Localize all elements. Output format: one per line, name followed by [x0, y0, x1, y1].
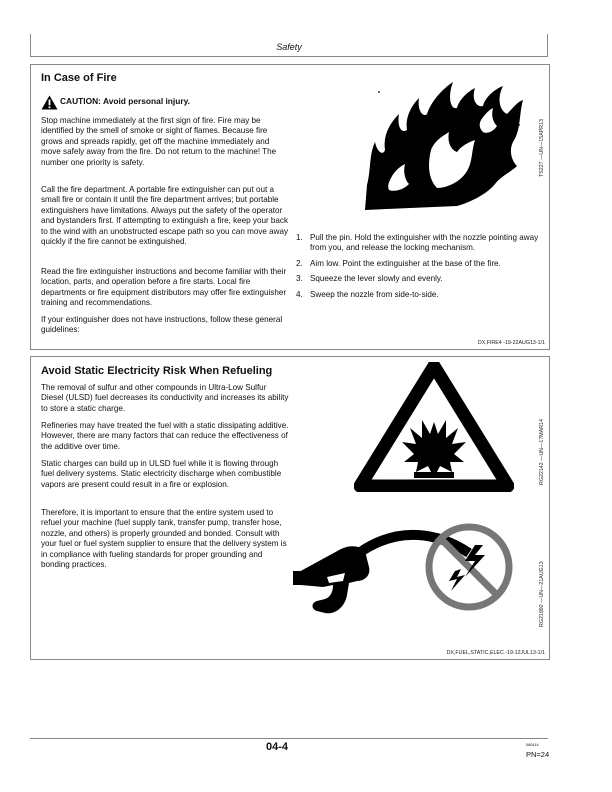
fire-paragraph-1: Stop machine immediately at the first sign of fire. Fire may be identified by the smell of smoke or sight of flames. Because fire grows and spreads rapidly, get off the machine immediately and move safely away from the fire. Do not return to the machine! The number one priority is safety.: [41, 116, 277, 167]
static-section-title: Avoid Static Electricity Risk When Refueling: [41, 365, 273, 377]
fire-paragraph-3: Read the fire extinguisher instructions and become familiar with their location, parts, and operation before a fire starts. Local fire departments or fire equipment distributors may offer fire extinguisher training and recommendations.: [41, 267, 287, 308]
footer-small-code: 060414: [526, 743, 539, 747]
extinguisher-steps: [296, 233, 542, 305]
page-header-title: Safety: [276, 42, 302, 52]
step-text: Pull the pin. Hold the extinguisher with the nozzle pointing away from you, and release the locking mechanism.: [310, 233, 539, 253]
step-number: 1.: [296, 233, 303, 242]
fuel-nozzle-no-static-icon: [289, 515, 529, 625]
page-number: 04-4: [266, 741, 289, 753]
fire-paragraph-4: If your extinguisher does not have instructions, follow these general guidelines:: [41, 315, 283, 335]
step-text: Aim low. Point the extinguisher at the base of the fire.: [310, 258, 501, 268]
caution-text: CAUTION: Avoid personal injury.: [60, 96, 190, 106]
static-paragraph-2: Refineries may have treated the fuel with a static dissipating additive. However, there are many factors that can reduce the effectiveness of the additive over time.: [41, 421, 289, 451]
fire-illustration: [361, 80, 531, 215]
caution-line: [41, 94, 281, 110]
static-paragraph-3: Static charges can build up in ULSD fuel while it is flowing through fuel delivery systems. Static electricity discharge when combustible vapors are present could result in a fire or explosion.: [41, 459, 282, 489]
step-number: 2.: [296, 258, 303, 268]
static-paragraph-1: The removal of sulfur and other compounds in Ultra-Low Sulfur Diesel (ULSD) fuel decreases its conductivity and increases its ability to store a static charge.: [41, 383, 289, 413]
explosion-image-code: RG22142 —UN—17MAR14: [539, 419, 545, 485]
fire-paragraph-2: Call the fire department. A portable fire extinguisher can put out a small fire or contain it until the fire department arrives; but portable extinguishers have limitations. Always put the safety of the operator and bystanders first. If attempting to extinguish a fire, keep your back to the wind with an unobstructed escape path so you can move away quickly if the fire cannot be extinguished.: [41, 185, 289, 247]
step-item: [296, 274, 542, 284]
step-number: 4.: [296, 289, 303, 299]
step-number: 3.: [296, 274, 303, 284]
fire-section: [30, 64, 550, 350]
step-item: [296, 233, 542, 254]
footer-pn: PN=24: [526, 750, 550, 759]
fire-ref-code: DX,FIRE4 -19-22AUG13-1/1: [477, 340, 545, 346]
footer-rule: [30, 738, 548, 739]
static-paragraph-4: Therefore, it is important to ensure that the entire system used to refuel your machine (fuel supply tank, transfer pump, transfer hose, nozzle, and others) is properly grounded and bonded. Consult with your fuel or fuel system supplier to ensure that the delivery system is in compliance with fueling standards for proper grounding and bonding practices.: [41, 508, 287, 570]
step-text: Squeeze the lever slowly and evenly.: [310, 274, 443, 284]
fire-image-code: TS227 —UN—15APR13: [539, 119, 545, 177]
step-item: [296, 290, 542, 300]
step-text: Sweep the nozzle from side-to-side.: [310, 289, 439, 299]
nozzle-image-code: RG21992 —UN—21AUG13: [539, 561, 545, 627]
static-ref-code: DX,FUEL,STATIC,ELEC -19-12JUL13-1/1: [446, 650, 545, 656]
static-section: [30, 356, 550, 660]
warning-triangle-icon: [41, 95, 58, 110]
step-item: [296, 259, 542, 269]
fire-section-title: In Case of Fire: [41, 72, 117, 84]
explosion-warning-icon: [354, 362, 514, 492]
